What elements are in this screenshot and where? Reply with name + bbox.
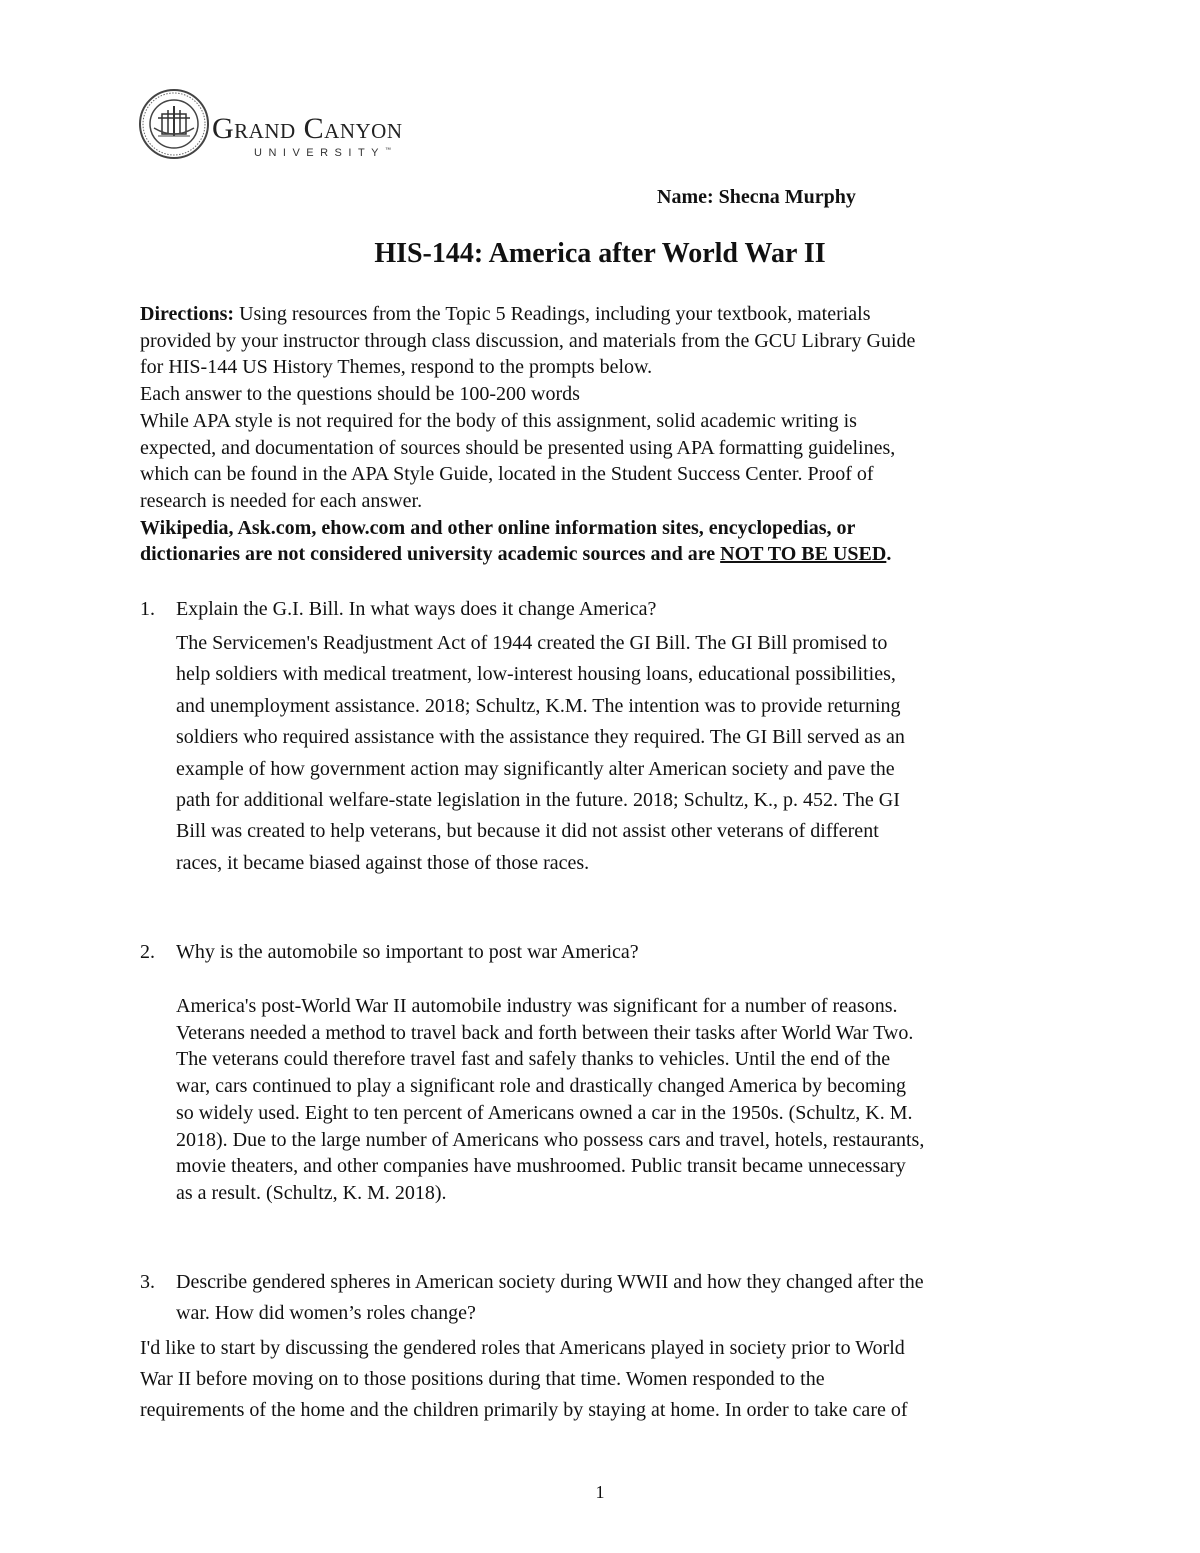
directions-block xyxy=(140,301,1070,568)
answer-line: races, it became biased against those of those races. xyxy=(176,851,590,874)
answer-line: and unemployment assistance. 2018; Schultz, K.M. The intention was to provide returning xyxy=(176,694,901,717)
answer-line: Veterans needed a method to travel back and forth between their tasks after World War Two. xyxy=(176,1021,914,1044)
answer-line: The veterans could therefore travel fast and safely thanks to vehicles. Until the end of the xyxy=(176,1048,891,1071)
question-prompt: Describe gendered spheres in American society during WWII and how they changed after the xyxy=(176,1271,924,1293)
answer-line: I'd like to start by discussing the gendered roles that Americans played in society prior to World xyxy=(140,1337,905,1359)
directions-line: provided by your instructor through class discussion, and materials from the GCU Library Guide xyxy=(140,329,916,352)
answer-line: movie theaters, and other companies have mushroomed. Public transit became unnecessary xyxy=(176,1155,906,1178)
answer-2 xyxy=(176,993,924,1207)
answer-line: 2018). Due to the large number of Americans who possess cars and travel, hotels, restaurants, xyxy=(176,1128,925,1151)
question-number: 2. xyxy=(140,941,155,963)
answer-line: War II before moving on to those positions during that time. Women responded to the xyxy=(140,1368,825,1391)
sources-warning-line: Wikipedia, Ask.com, ehow.com and other online information sites, encyclopedias, or xyxy=(140,516,856,539)
answer-line: America's post-World War II automobile industry was significant for a number of reasons. xyxy=(176,995,898,1017)
directions-line: Directions: Using resources from the Topic 5 Readings, including your textbook, materials xyxy=(140,303,871,325)
logo-subtitle: UNIVERSITY™ xyxy=(254,147,392,159)
answer-line: war, cars continued to play a significant role and drastically changed America by becoming xyxy=(176,1075,907,1098)
answer-line: The Servicemen's Readjustment Act of 1944 created the GI Bill. The GI Bill promised to xyxy=(176,632,888,654)
answer-line: Bill was created to help veterans, but because it did not assist other veterans of different xyxy=(176,820,879,843)
directions-label: Directions: xyxy=(140,303,235,325)
page-title: HIS-144: America after World War II xyxy=(374,238,826,269)
sources-warning-line: dictionaries are not considered university academic sources and are NOT TO BE USED. xyxy=(140,543,892,566)
directions-line: research is needed for each answer. xyxy=(140,489,423,512)
not-to-be-used-text: NOT TO BE USED xyxy=(720,543,887,566)
logo-wordmark: Grand Canyon xyxy=(212,112,403,145)
answer-1 xyxy=(176,628,905,879)
student-name: Name: Shecna Murphy xyxy=(657,186,856,208)
question-prompt: Explain the G.I. Bill. In what ways does it change America? xyxy=(176,598,657,620)
directions-line: While APA style is not required for the body of this assignment, solid academic writing is xyxy=(140,409,857,432)
answer-line: soldiers who required assistance with the assistance they required. The GI Bill served as an xyxy=(176,726,905,749)
question-prompt: war. How did women’s roles change? xyxy=(176,1302,476,1324)
directions-line: for HIS-144 US History Themes, respond to the prompts below. xyxy=(140,356,653,379)
answer-line: help soldiers with medical treatment, low-interest housing loans, educational possibilities, xyxy=(176,663,896,686)
page-number: 1 xyxy=(595,1482,605,1502)
answer-line: as a result. (Schultz, K. M. 2018). xyxy=(176,1181,447,1204)
answer-3 xyxy=(140,1333,908,1427)
university-seal-icon xyxy=(138,88,210,160)
answer-line: requirements of the home and the children primarily by staying at home. In order to take care of xyxy=(140,1399,908,1422)
directions-line: expected, and documentation of sources should be presented using APA formatting guidelines, xyxy=(140,436,896,459)
directions-line: Each answer to the questions should be 100-200 words xyxy=(140,383,580,406)
answer-line: so widely used. Eight to ten percent of Americans owned a car in the 1950s. (Schultz, K. M. xyxy=(176,1101,913,1124)
directions-line: which can be found in the APA Style Guide, located in the Student Success Center. Proof of xyxy=(140,463,874,486)
question-number: 3. xyxy=(140,1271,155,1293)
question-number: 1. xyxy=(140,598,155,620)
answer-line: example of how government action may significantly alter American society and pave the xyxy=(176,757,895,780)
question-prompt: Why is the automobile so important to post war America? xyxy=(176,941,639,963)
answer-line: path for additional welfare-state legislation in the future. 2018; Schultz, K., p. 452. The GI xyxy=(176,789,900,812)
university-logo xyxy=(138,88,468,168)
